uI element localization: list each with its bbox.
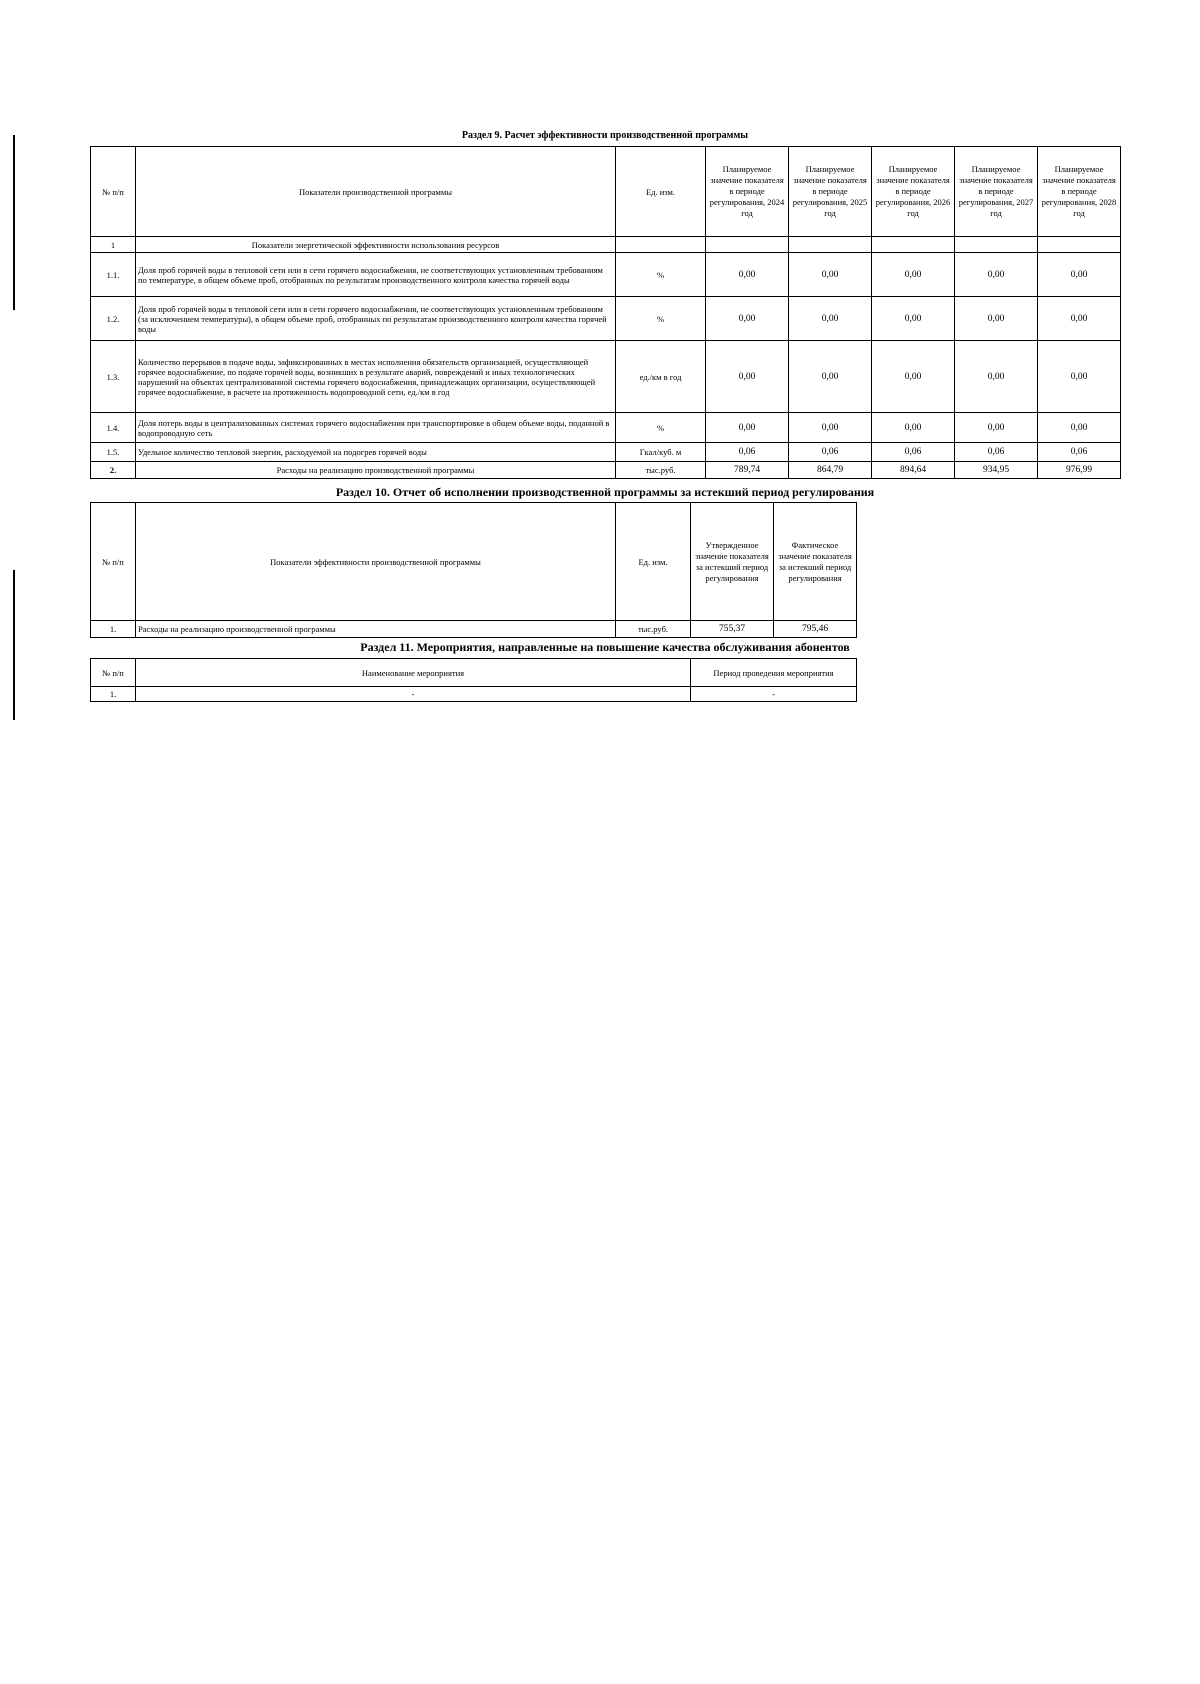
section-11-title: Раздел 11. Мероприятия, направленные на повышение качества обслуживания абонентов (360, 640, 850, 654)
value-2024: 0,00 (706, 341, 789, 413)
table-row (91, 413, 1121, 443)
row-unit: тыс.руб. (616, 621, 691, 638)
group-label: Показатели энергетической эффективности использования ресурсов (136, 237, 616, 253)
row-num: 1.3. (91, 341, 136, 413)
col-header-2024: Планируемое значение показателя в периоде регулирования, 2024 год (706, 147, 789, 237)
value-2025: 864,79 (789, 462, 872, 479)
value-2027: 0,06 (955, 443, 1038, 462)
col-header-unit: Ед. изм. (616, 503, 691, 621)
section-10-header-row (91, 503, 857, 621)
value-2028: 976,99 (1038, 462, 1121, 479)
value-2025: 0,00 (789, 413, 872, 443)
row-label: Расходы на реализацию производственной программы (136, 621, 616, 638)
value-2027: 0,00 (955, 413, 1038, 443)
col-header-2027: Планируемое значение показателя в периоде регулирования, 2027 год (955, 147, 1038, 237)
table-row (91, 443, 1121, 462)
value-2024: 0,00 (706, 297, 789, 341)
section-9-table (90, 146, 1121, 479)
col-header-indicator: Показатели эффективности производственной программы (136, 503, 616, 621)
value-2025: 0,00 (789, 297, 872, 341)
value-approved: 755,37 (691, 621, 774, 638)
col-header-name: Наименование мероприятия (136, 659, 691, 687)
value-2028: 0,00 (1038, 253, 1121, 297)
col-header-2025: Планируемое значение показателя в периоде регулирования, 2025 год (789, 147, 872, 237)
col-header-num: № п/п (91, 147, 136, 237)
value-2024: 0,06 (706, 443, 789, 462)
row-unit: Гкал/куб. м (616, 443, 706, 462)
row-unit: % (616, 413, 706, 443)
value-2028: 0,00 (1038, 297, 1121, 341)
row-label: Удельное количество тепловой энергии, расходуемой на подогрев горячей воды (136, 443, 616, 462)
row-num: 1. (91, 621, 136, 638)
value-2026: 0,06 (872, 443, 955, 462)
value-2025: 0,00 (789, 253, 872, 297)
table-row-total (91, 462, 1121, 479)
value-2026: 0,00 (872, 413, 955, 443)
col-header-actual: Фактическое значение показателя за истекший период регулирования (774, 503, 857, 621)
value-2027: 0,00 (955, 297, 1038, 341)
section-10-table (90, 502, 857, 638)
value-2025: 0,00 (789, 341, 872, 413)
row-label: Количество перерывов в подаче воды, зафиксированных в местах исполнения обязательств организацией, осуществляющей горячее водоснабжение, по подаче горячей воды, возникших в результате аварий, повреждений и иных технологических нарушений на объектах централизованной системы горячего водоснабжения, принадлежащих организации, осуществляющей горячее водоснабжение, в расчете на протяженность водопроводной сети, ед./км в год (136, 341, 616, 413)
value-2028: 0,00 (1038, 341, 1121, 413)
group-num: 1 (91, 237, 136, 253)
row-unit: % (616, 253, 706, 297)
section-11-table (90, 658, 857, 702)
table-row (91, 687, 857, 702)
value-2028: 0,06 (1038, 443, 1121, 462)
empty-cell (955, 237, 1038, 253)
col-header-period: Период проведения мероприятия (691, 659, 857, 687)
section-11-header-row (91, 659, 857, 687)
row-name: - (136, 687, 691, 702)
value-2026: 0,00 (872, 253, 955, 297)
row-unit: ед./км в год (616, 341, 706, 413)
value-2026: 894,64 (872, 462, 955, 479)
empty-cell (789, 237, 872, 253)
row-num: 1.2. (91, 297, 136, 341)
empty-cell (872, 237, 955, 253)
row-unit: тыс.руб. (616, 462, 706, 479)
row-num: 1. (91, 687, 136, 702)
col-header-2028: Планируемое значение показателя в периоде регулирования, 2028 год (1038, 147, 1121, 237)
value-2024: 0,00 (706, 413, 789, 443)
empty-cell (616, 237, 706, 253)
table-row (91, 341, 1121, 413)
group-row (91, 237, 1121, 253)
row-unit: % (616, 297, 706, 341)
value-2026: 0,00 (872, 297, 955, 341)
scan-edge-mark-bottom (13, 570, 15, 720)
section-9-title: Раздел 9. Расчет эффективности производственной программы (461, 130, 749, 141)
row-num: 1.1. (91, 253, 136, 297)
row-label: Расходы на реализацию производственной программы (136, 462, 616, 479)
table-row (91, 253, 1121, 297)
col-header-approved: Утвержденное значение показателя за истекший период регулирования (691, 503, 774, 621)
col-header-num: № п/п (91, 503, 136, 621)
value-2028: 0,00 (1038, 413, 1121, 443)
value-2027: 934,95 (955, 462, 1038, 479)
value-2024: 789,74 (706, 462, 789, 479)
row-label: Доля потерь воды в централизованных системах горячего водоснабжения при транспортировке в общем объеме воды, поданной в водопроводную сеть (136, 413, 616, 443)
row-label: Доля проб горячей воды в тепловой сети или в сети горячего водоснабжения, не соответствующих установленным требованиям (за исключением температуры), в общем объеме проб, отобранных по результатам производственного контроля качества горячей воды (136, 297, 616, 341)
value-2027: 0,00 (955, 341, 1038, 413)
value-2027: 0,00 (955, 253, 1038, 297)
section-9-header-row (91, 147, 1121, 237)
col-header-indicator: Показатели производственной программы (136, 147, 616, 237)
col-header-num: № п/п (91, 659, 136, 687)
value-2026: 0,00 (872, 341, 955, 413)
section-10-title: Раздел 10. Отчет об исполнении производственной программы за истекший период регулирования (335, 485, 875, 499)
col-header-2026: Планируемое значение показателя в периоде регулирования, 2026 год (872, 147, 955, 237)
row-period: - (691, 687, 857, 702)
value-2024: 0,00 (706, 253, 789, 297)
value-actual: 795,46 (774, 621, 857, 638)
col-header-unit: Ед. изм. (616, 147, 706, 237)
row-num: 2. (91, 462, 136, 479)
value-2025: 0,06 (789, 443, 872, 462)
scan-edge-mark-top (13, 135, 15, 310)
table-row (91, 621, 857, 638)
row-label: Доля проб горячей воды в тепловой сети или в сети горячего водоснабжения, не соответствующих установленным требованиям по температуре, в общем объеме проб, отобранных по результатам производственного контроля качества горячей воды (136, 253, 616, 297)
row-num: 1.4. (91, 413, 136, 443)
empty-cell (706, 237, 789, 253)
empty-cell (1038, 237, 1121, 253)
table-row (91, 297, 1121, 341)
row-num: 1.5. (91, 443, 136, 462)
